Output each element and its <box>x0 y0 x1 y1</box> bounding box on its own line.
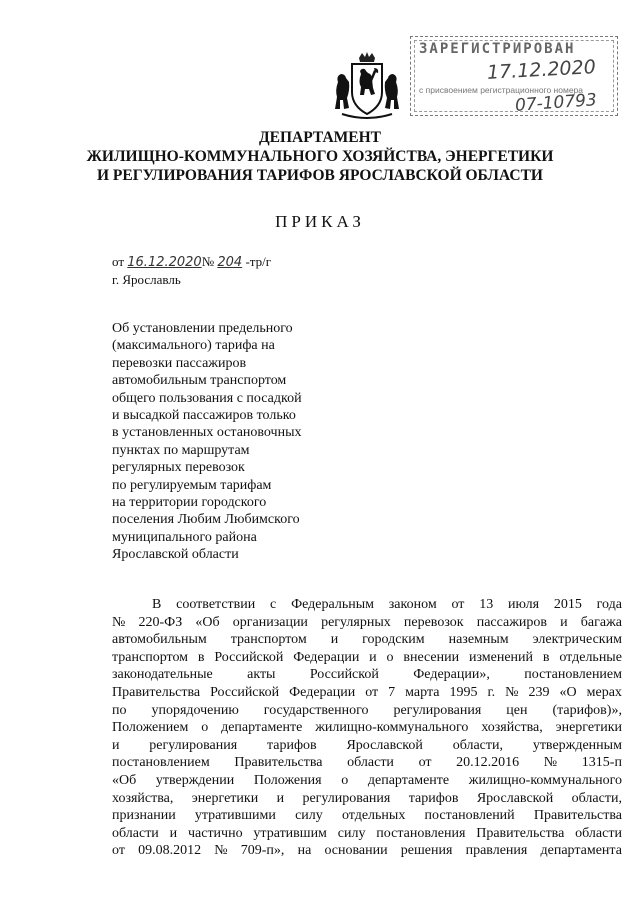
stamp-date: 17.12.2020 <box>486 56 597 84</box>
order-suffix: -тр/г <box>245 254 272 269</box>
body-line: законодательные акты Российской Федерации», постановлением <box>112 667 622 683</box>
body-line: № 220-ФЗ «Об организации регулярных перевозок пассажиров и багажа <box>112 614 622 630</box>
body-line: области и частично утратившим силу постановления Правительства области <box>112 825 622 841</box>
subject-line: в установленных остановочных <box>112 425 302 441</box>
subject-line: перевозки пассажиров <box>112 355 247 371</box>
order-prefix: от <box>112 254 125 269</box>
coat-of-arms-icon <box>332 52 402 122</box>
stamp-title: ЗАРЕГИСТРИРОВАН <box>419 41 576 57</box>
subject-line: пунктах по маршрутам <box>112 442 250 458</box>
body-line: и регулирования тарифов Ярославской области, утвержденным <box>112 737 622 753</box>
order-date-number-line <box>112 254 271 270</box>
stamp-number: 07-10793 <box>514 90 598 116</box>
stamp-caption: с присвоением регистрационного номера <box>419 85 583 95</box>
subject-line: автомобильным транспортом <box>112 373 287 389</box>
registration-stamp <box>410 36 618 116</box>
subject-line: регулярных перевозок <box>112 460 245 476</box>
body-line: хозяйства, энергетики и регулирования тарифов Ярославской области, <box>112 790 622 806</box>
subject-line: общего пользования с посадкой <box>112 390 302 406</box>
body-line: постановлением Правительства области от 20.12.2016 № 1315-п <box>112 755 622 771</box>
order-subject <box>112 320 342 564</box>
body-line: признании утратившими силу отдельных постановлений Правительства <box>112 808 622 824</box>
order-body-text <box>112 596 622 860</box>
header-line-1: ДЕПАРТАМЕНТ <box>258 129 382 146</box>
order-number: 204 <box>217 255 243 270</box>
order-date: 16.12.2020 <box>127 255 202 270</box>
body-line: автомобильным транспортом и городским наземным электрическим <box>112 632 622 648</box>
body-line: транспортом в Российской Федерации и о внесении изменений в отдельные <box>112 649 622 665</box>
subject-line: Об установлении предельного <box>112 321 293 336</box>
body-line: «Об утверждении Положения о департаменте жилищно-коммунального <box>112 772 622 788</box>
header-line-2: ЖИЛИЩНО-КОММУНАЛЬНОГО ХОЗЯЙСТВА, ЭНЕРГЕТИКИ <box>86 148 554 165</box>
order-city: г. Ярославль <box>112 272 181 287</box>
body-line: Положением о департаменте жилищно-коммунального хозяйства, энергетики <box>112 720 622 736</box>
body-line: Правительства Российской Федерации от 7 марта 1995 г. № 239 «О мерах <box>112 684 622 700</box>
subject-line: поселения Любим Любимского <box>112 512 300 528</box>
department-header <box>0 128 640 185</box>
body-line: по упорядочению государственного регулирования цен (тарифов)», <box>112 702 622 718</box>
subject-line: и высадкой пассажиров только <box>112 408 296 424</box>
subject-line: на территории городского <box>112 495 267 511</box>
order-title: ПРИКАЗ <box>275 212 365 231</box>
subject-line: по регулируемым тарифам <box>112 477 272 493</box>
body-line: В соответствии с Федеральным законом от 13 июля 2015 года <box>152 597 622 612</box>
subject-line: Ярославской области <box>112 547 239 563</box>
order-number-sign: № <box>201 254 215 269</box>
subject-line: (максимального) тарифа на <box>112 338 275 354</box>
subject-line: муниципального района <box>112 529 257 545</box>
body-line: от 09.08.2012 № 709-п», на основании решения правления департамента <box>112 843 622 859</box>
header-line-3: И РЕГУЛИРОВАНИЯ ТАРИФОВ ЯРОСЛАВСКОЙ ОБЛАСТИ <box>97 167 543 184</box>
